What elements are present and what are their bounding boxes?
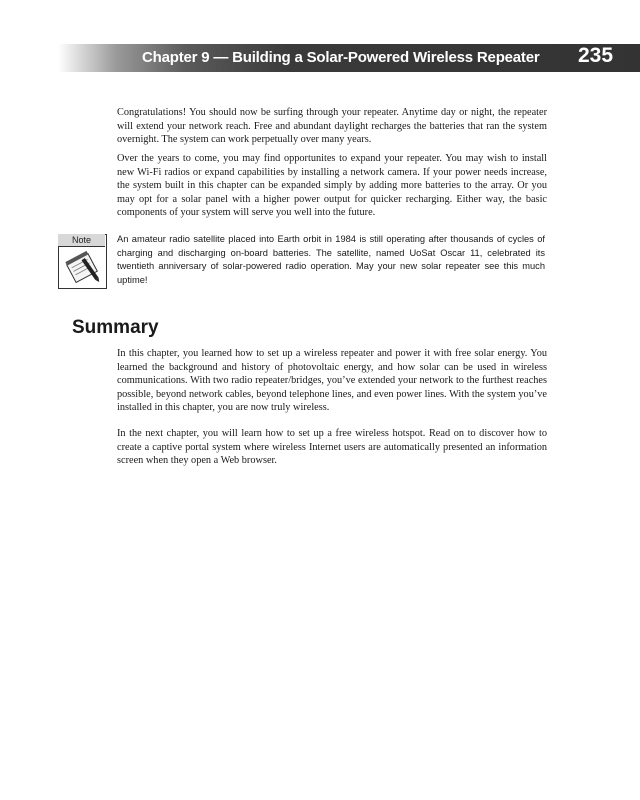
page-number: 235 — [578, 44, 614, 67]
summary-heading: Summary — [72, 317, 159, 338]
summary-paragraph-recap: In this chapter, you learned how to set up a wireless repeater and power it with free solar energy. You learned the background and history of photovoltaic energy, and how solar can be used in wireless communications. With two radio repeater/bridges, you’ve extended your network to the furthest reaches possible, beyond network cables, beyond telephone lines, and even power lines. With the system you’ve installed in this chapter, you are now truly wireless. — [117, 348, 547, 413]
body-paragraph-congratulations: Congratulations! You should now be surfing through your repeater. Anytime day or night, the repeater will extend your network reach. Free and abundant daylight recharges the batteries that ran the system overnight. The system can work perpetually over many years. — [117, 107, 547, 145]
note-label: Note — [58, 234, 105, 247]
note-pad-pen-icon — [62, 250, 102, 284]
note-text: An amateur radio satellite placed into Earth orbit in 1984 is still operating after thousands of cycles of charging and discharging on-board batteries. The satellite, named UoSat Oscar 11, celebrated its twentieth anniversary of solar-powered radio operation. May your new solar repeater see this much uptime! — [117, 234, 545, 285]
summary-paragraph-next-chapter: In the next chapter, you will learn how to set up a free wireless hotspot. Read on to discover how to create a captive portal system where wireless Internet users are automatically presented an information screen when they open a Web browser. — [117, 428, 547, 466]
body-paragraph-expand-repeater: Over the years to come, you may find opportunites to expand your repeater. You may wish to install new Wi-Fi radios or expand capabilities by installing a network camera. If your power needs increase, the system built in this chapter can be expanded simply by adding more batteries to the array. Or you may opt for a solar panel with a higher power output for quicker recharging. Either way, the basic components of your system will serve you well into the future. — [117, 153, 547, 218]
running-header-title: Chapter 9 — Building a Solar-Powered Wireless Repeater — [142, 49, 540, 66]
